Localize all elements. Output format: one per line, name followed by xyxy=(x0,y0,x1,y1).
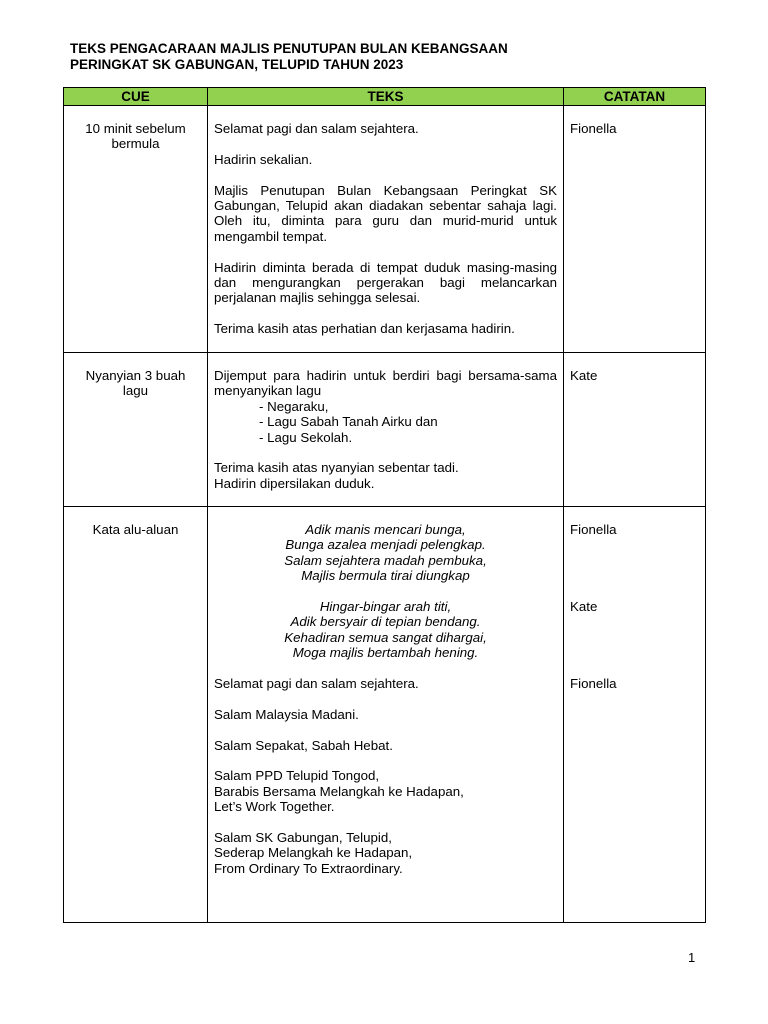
table-row xyxy=(64,507,706,923)
title-line-2: PERINGKAT SK GABUNGAN, TELUPID TAHUN 2023 xyxy=(70,57,404,72)
teks-line: From Ordinary To Extraordinary. xyxy=(214,860,403,876)
cue-text: lagu xyxy=(122,383,149,399)
pantun-verse xyxy=(214,599,557,661)
cue-text: 10 minit sebelum xyxy=(85,121,186,136)
table-header-row xyxy=(64,88,706,106)
pantun-line: Kehadiran semua sangat dihargai, xyxy=(284,629,487,645)
cue-cell xyxy=(64,353,208,507)
table-row xyxy=(64,106,706,353)
table-row xyxy=(64,353,706,507)
catatan-name: Fionella xyxy=(570,675,617,691)
song-item: - Lagu Sekolah. xyxy=(259,429,353,445)
teks-paragraph: Salam Sepakat, Sabah Hebat. xyxy=(214,737,393,753)
teks-paragraph: Selamat pagi dan salam sejahtera. xyxy=(214,121,419,136)
teks-paragraph: Salam Malaysia Madani. xyxy=(214,706,359,722)
catatan-name: Fionella xyxy=(570,121,617,136)
catatan-cell xyxy=(564,106,706,353)
teks-paragraph: Hadirin diminta berada di tempat duduk masing-masing dan mengurangkan pergerakan bagi melancarkan perjalanan majlis sehingga selesai. xyxy=(214,259,557,306)
salam-block xyxy=(214,830,557,876)
teks-line: Barabis Bersama Melangkah ke Hadapan, xyxy=(214,783,464,799)
salam-block xyxy=(214,768,557,814)
pantun-line: Hingar-bingar arah titi, xyxy=(319,599,452,615)
cue-cell xyxy=(64,507,208,923)
teks-paragraph: Terima kasih atas perhatian dan kerjasama hadirin. xyxy=(214,321,515,337)
teks-paragraph: Majlis Penutupan Bulan Kebangsaan Peringkat SK Gabungan, Telupid akan diadakan sebentar sahaja lagi. Oleh itu, diminta para guru dan murid-murid untuk mengambil tempat. xyxy=(214,182,557,244)
catatan-name: Fionella xyxy=(570,522,617,537)
header-cue: CUE xyxy=(64,88,208,106)
teks-line: Hadirin dipersilakan duduk. xyxy=(214,475,375,491)
header-catatan: CATATAN xyxy=(564,88,706,106)
cue-text: bermula xyxy=(111,136,160,152)
teks-line: Terima kasih atas nyanyian sebentar tadi. xyxy=(214,460,459,476)
pantun-line: Adik manis mencari bunga, xyxy=(305,522,466,537)
page-number: 1 xyxy=(688,950,696,965)
teks-paragraph: Hadirin sekalian. xyxy=(214,151,313,167)
pantun-line: Majlis bermula tirai diungkap xyxy=(301,568,470,584)
teks-line: Salam SK Gabungan, Telupid, xyxy=(214,830,392,846)
teks-line: Let’s Work Together. xyxy=(214,799,335,815)
catatan-cell xyxy=(564,507,706,923)
song-item: - Negaraku, xyxy=(259,398,329,414)
header-teks: TEKS xyxy=(208,88,564,106)
cue-cell xyxy=(64,106,208,353)
pantun-verse xyxy=(214,522,557,584)
catatan-name: Kate xyxy=(570,368,598,383)
song-item: - Lagu Sabah Tanah Airku dan xyxy=(259,414,438,430)
teks-cell xyxy=(208,507,564,923)
pantun-line: Moga majlis bertambah hening. xyxy=(292,645,479,661)
teks-cell xyxy=(208,353,564,507)
document-title xyxy=(70,41,710,73)
pantun-line: Bunga azalea menjadi pelengkap. xyxy=(285,537,486,553)
title-line-1: TEKS PENGACARAAN MAJLIS PENUTUPAN BULAN KEBANGSAAN xyxy=(70,41,508,56)
teks-cell xyxy=(208,106,564,353)
pantun-line: Salam sejahtera madah pembuka, xyxy=(284,552,487,568)
catatan-name: Kate xyxy=(570,598,598,614)
cue-text: Nyanyian 3 buah xyxy=(85,368,186,383)
catatan-cell xyxy=(564,353,706,507)
cue-text: Kata alu-aluan xyxy=(92,522,179,537)
teks-paragraph: Selamat pagi dan salam sejahtera. xyxy=(214,676,419,692)
teks-line: Sederap Melangkah ke Hadapan, xyxy=(214,845,413,861)
teks-paragraph: Dijemput para hadirin untuk berdiri bagi bersama-sama menyanyikan lagu xyxy=(214,368,557,399)
teks-line: Salam PPD Telupid Tongod, xyxy=(214,768,380,784)
script-table xyxy=(63,87,706,923)
pantun-line: Adik bersyair di tepian bendang. xyxy=(290,614,481,630)
